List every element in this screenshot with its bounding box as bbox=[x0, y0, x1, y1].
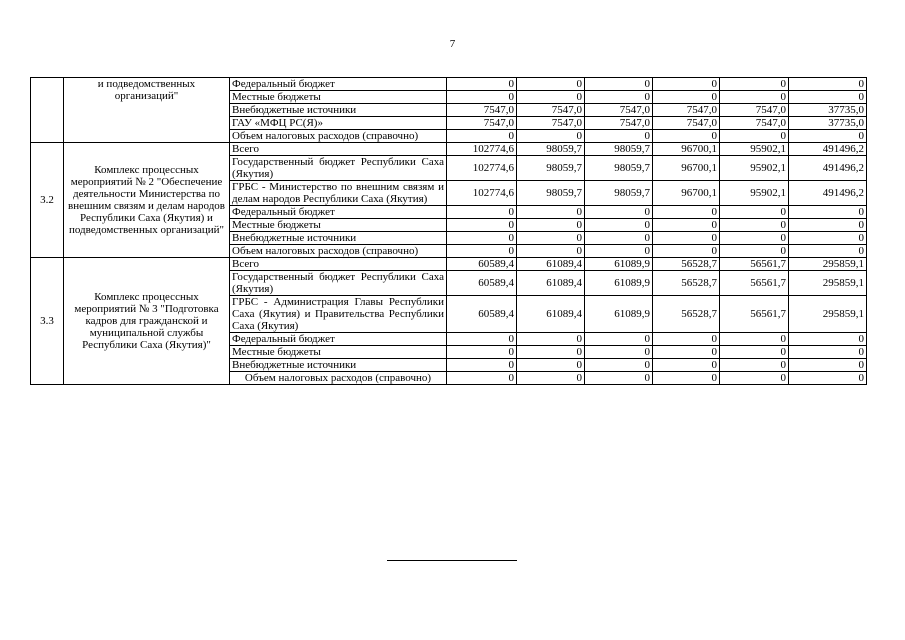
value-cell: 0 bbox=[720, 91, 789, 104]
value-cell: 60589,4 bbox=[447, 296, 517, 333]
value-cell: 98059,7 bbox=[585, 156, 653, 181]
value-cell: 7547,0 bbox=[585, 104, 653, 117]
value-cell: 0 bbox=[517, 372, 585, 385]
funding-source: Внебюджетные источники bbox=[230, 359, 447, 372]
total-cell: 37735,0 bbox=[789, 104, 867, 117]
value-cell: 96700,1 bbox=[653, 143, 720, 156]
value-cell: 95902,1 bbox=[720, 143, 789, 156]
value-cell: 0 bbox=[653, 359, 720, 372]
value-cell: 0 bbox=[447, 232, 517, 245]
value-cell: 0 bbox=[585, 219, 653, 232]
value-cell: 61089,4 bbox=[517, 296, 585, 333]
total-cell: 37735,0 bbox=[789, 117, 867, 130]
section-number bbox=[31, 78, 64, 143]
value-cell: 61089,9 bbox=[585, 271, 653, 296]
section-name: и подведомственных организаций" bbox=[64, 78, 230, 143]
total-cell: 0 bbox=[789, 333, 867, 346]
value-cell: 60589,4 bbox=[447, 271, 517, 296]
value-cell: 102774,6 bbox=[447, 143, 517, 156]
total-cell: 491496,2 bbox=[789, 181, 867, 206]
section-number: 3.3 bbox=[31, 258, 64, 385]
value-cell: 0 bbox=[447, 206, 517, 219]
value-cell: 56561,7 bbox=[720, 271, 789, 296]
value-cell: 56561,7 bbox=[720, 258, 789, 271]
value-cell: 0 bbox=[585, 206, 653, 219]
value-cell: 0 bbox=[447, 219, 517, 232]
value-cell: 0 bbox=[517, 333, 585, 346]
funding-source: Всего bbox=[230, 258, 447, 271]
value-cell: 0 bbox=[720, 206, 789, 219]
funding-source: Федеральный бюджет bbox=[230, 333, 447, 346]
value-cell: 0 bbox=[447, 91, 517, 104]
value-cell: 0 bbox=[653, 130, 720, 143]
value-cell: 0 bbox=[517, 78, 585, 91]
value-cell: 0 bbox=[447, 346, 517, 359]
funding-source: Объем налоговых расходов (справочно) bbox=[230, 372, 447, 385]
value-cell: 0 bbox=[517, 245, 585, 258]
value-cell: 7547,0 bbox=[517, 104, 585, 117]
funding-source: Государственный бюджет Республики Саха (Якутия) bbox=[230, 156, 447, 181]
value-cell: 0 bbox=[585, 372, 653, 385]
total-cell: 0 bbox=[789, 346, 867, 359]
total-cell: 0 bbox=[789, 232, 867, 245]
value-cell: 0 bbox=[720, 245, 789, 258]
value-cell: 98059,7 bbox=[585, 181, 653, 206]
value-cell: 0 bbox=[517, 359, 585, 372]
value-cell: 61089,4 bbox=[517, 271, 585, 296]
value-cell: 0 bbox=[720, 359, 789, 372]
value-cell: 61089,9 bbox=[585, 258, 653, 271]
value-cell: 0 bbox=[720, 232, 789, 245]
value-cell: 0 bbox=[653, 232, 720, 245]
value-cell: 7547,0 bbox=[720, 117, 789, 130]
funding-source: Федеральный бюджет bbox=[230, 78, 447, 91]
value-cell: 56528,7 bbox=[653, 296, 720, 333]
value-cell: 56561,7 bbox=[720, 296, 789, 333]
total-cell: 0 bbox=[789, 78, 867, 91]
value-cell: 0 bbox=[653, 372, 720, 385]
total-cell: 295859,1 bbox=[789, 258, 867, 271]
total-cell: 0 bbox=[789, 359, 867, 372]
total-cell: 491496,2 bbox=[789, 143, 867, 156]
value-cell: 102774,6 bbox=[447, 156, 517, 181]
value-cell: 0 bbox=[585, 232, 653, 245]
total-cell: 295859,1 bbox=[789, 271, 867, 296]
value-cell: 7547,0 bbox=[447, 104, 517, 117]
total-cell: 0 bbox=[789, 91, 867, 104]
value-cell: 0 bbox=[585, 130, 653, 143]
value-cell: 0 bbox=[585, 333, 653, 346]
value-cell: 61089,4 bbox=[517, 258, 585, 271]
value-cell: 0 bbox=[585, 359, 653, 372]
total-cell: 0 bbox=[789, 206, 867, 219]
page-number: 7 bbox=[449, 38, 456, 50]
value-cell: 102774,6 bbox=[447, 181, 517, 206]
section-number: 3.2 bbox=[31, 143, 64, 258]
table-row bbox=[31, 78, 867, 91]
total-cell: 491496,2 bbox=[789, 156, 867, 181]
budget-table bbox=[30, 77, 867, 385]
value-cell: 0 bbox=[517, 91, 585, 104]
value-cell: 7547,0 bbox=[447, 117, 517, 130]
total-cell: 0 bbox=[789, 245, 867, 258]
total-cell: 0 bbox=[789, 219, 867, 232]
value-cell: 0 bbox=[447, 333, 517, 346]
value-cell: 0 bbox=[585, 91, 653, 104]
value-cell: 96700,1 bbox=[653, 156, 720, 181]
value-cell: 0 bbox=[653, 78, 720, 91]
value-cell: 7547,0 bbox=[653, 117, 720, 130]
value-cell: 0 bbox=[653, 219, 720, 232]
value-cell: 98059,7 bbox=[585, 143, 653, 156]
funding-source: ГРБС - Министерство по внешним связям и делам народов Республики Саха (Якутия) bbox=[230, 181, 447, 206]
value-cell: 0 bbox=[653, 346, 720, 359]
total-cell: 0 bbox=[789, 372, 867, 385]
value-cell: 96700,1 bbox=[653, 181, 720, 206]
funding-source: Государственный бюджет Республики Саха (Якутия) bbox=[230, 271, 447, 296]
value-cell: 0 bbox=[653, 333, 720, 346]
funding-source: ГРБС - Администрация Главы Республики Саха (Якутия) и Правительства Республики Саха (Якутия) bbox=[230, 296, 447, 333]
value-cell: 0 bbox=[517, 130, 585, 143]
section-name: Комплекс процессных мероприятий № 3 "Подготовка кадров для гражданской и муниципальной службы Республики Саха (Якутия)" bbox=[64, 258, 230, 385]
section-name: Комплекс процессных мероприятий № 2 "Обеспечение деятельности Министерства по внешним связям и делам народов Республики Саха (Якутия) и подведомственных организаций" bbox=[64, 143, 230, 258]
value-cell: 0 bbox=[447, 78, 517, 91]
value-cell: 0 bbox=[720, 372, 789, 385]
value-cell: 0 bbox=[720, 346, 789, 359]
value-cell: 60589,4 bbox=[447, 258, 517, 271]
funding-source: Объем налоговых расходов (справочно) bbox=[230, 245, 447, 258]
value-cell: 0 bbox=[447, 130, 517, 143]
funding-source: Внебюджетные источники bbox=[230, 232, 447, 245]
value-cell: 98059,7 bbox=[517, 181, 585, 206]
funding-source: Местные бюджеты bbox=[230, 219, 447, 232]
funding-source: Всего bbox=[230, 143, 447, 156]
value-cell: 0 bbox=[585, 346, 653, 359]
table-row bbox=[31, 258, 867, 271]
value-cell: 7547,0 bbox=[720, 104, 789, 117]
value-cell: 0 bbox=[653, 206, 720, 219]
value-cell: 98059,7 bbox=[517, 143, 585, 156]
funding-source: Объем налоговых расходов (справочно) bbox=[230, 130, 447, 143]
funding-source: Местные бюджеты bbox=[230, 91, 447, 104]
value-cell: 7547,0 bbox=[653, 104, 720, 117]
value-cell: 56528,7 bbox=[653, 271, 720, 296]
value-cell: 0 bbox=[517, 219, 585, 232]
value-cell: 0 bbox=[720, 219, 789, 232]
value-cell: 95902,1 bbox=[720, 156, 789, 181]
funding-source: Федеральный бюджет bbox=[230, 206, 447, 219]
value-cell: 0 bbox=[447, 245, 517, 258]
funding-source: Внебюджетные источники bbox=[230, 104, 447, 117]
total-cell: 295859,1 bbox=[789, 296, 867, 333]
funding-source: ГАУ «МФЦ РС(Я)» bbox=[230, 117, 447, 130]
value-cell: 0 bbox=[447, 372, 517, 385]
value-cell: 0 bbox=[585, 245, 653, 258]
value-cell: 56528,7 bbox=[653, 258, 720, 271]
value-cell: 0 bbox=[517, 346, 585, 359]
funding-source: Местные бюджеты bbox=[230, 346, 447, 359]
value-cell: 95902,1 bbox=[720, 181, 789, 206]
value-cell: 61089,9 bbox=[585, 296, 653, 333]
value-cell: 0 bbox=[585, 78, 653, 91]
value-cell: 0 bbox=[720, 333, 789, 346]
value-cell: 0 bbox=[720, 130, 789, 143]
value-cell: 7547,0 bbox=[517, 117, 585, 130]
table-row bbox=[31, 143, 867, 156]
value-cell: 0 bbox=[447, 359, 517, 372]
value-cell: 7547,0 bbox=[585, 117, 653, 130]
footer-divider bbox=[387, 560, 517, 561]
value-cell: 0 bbox=[517, 232, 585, 245]
value-cell: 0 bbox=[653, 245, 720, 258]
value-cell: 98059,7 bbox=[517, 156, 585, 181]
value-cell: 0 bbox=[517, 206, 585, 219]
total-cell: 0 bbox=[789, 130, 867, 143]
value-cell: 0 bbox=[653, 91, 720, 104]
value-cell: 0 bbox=[720, 78, 789, 91]
